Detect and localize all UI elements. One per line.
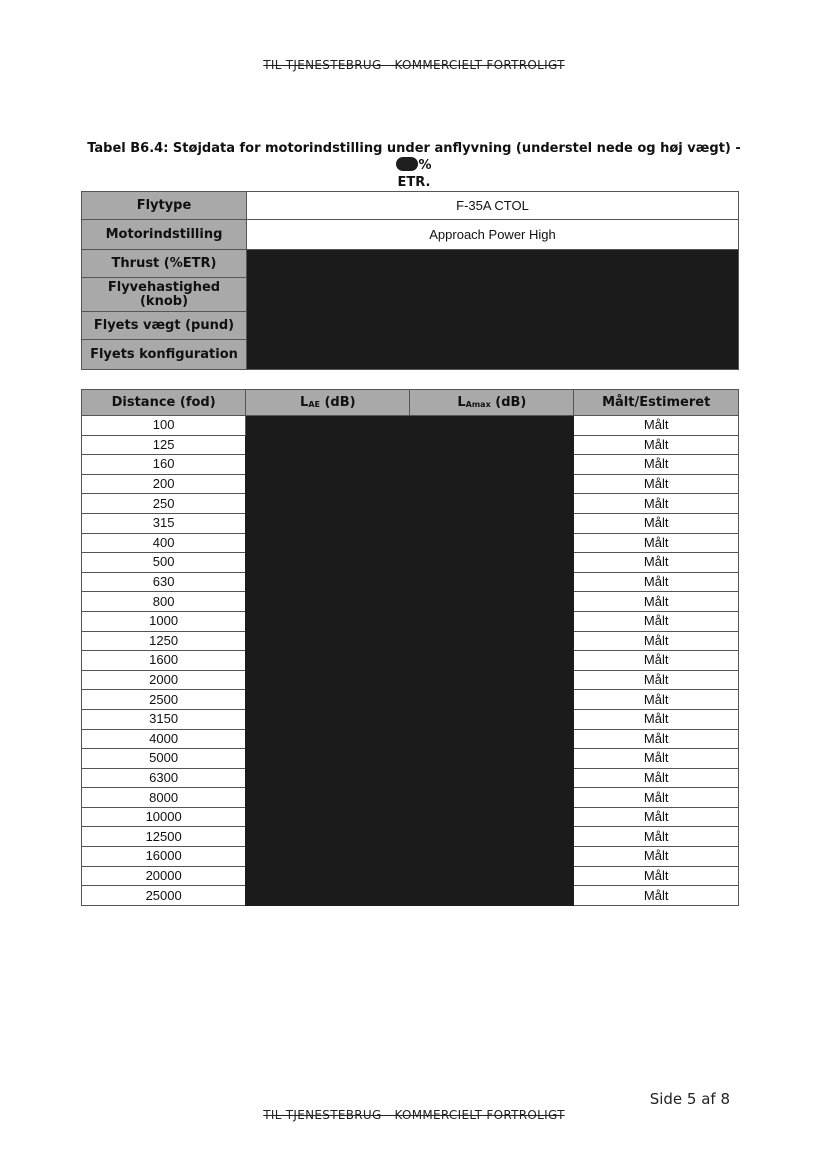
config-label: Flyets konfiguration (82, 340, 247, 370)
classification-header-text: TIL TJENESTEBRUG - KOMMERCIELT FORTROLIGT (263, 58, 565, 72)
motor-label: Motorindstilling (82, 220, 247, 250)
status-cell: Målt (574, 553, 739, 573)
aircraft-info-table (81, 191, 739, 370)
classification-footer-text: TIL TJENESTEBRUG - KOMMERCIELT FORTROLIGT (263, 1108, 565, 1122)
status-cell: Målt (574, 592, 739, 612)
status-cell: Målt (574, 847, 739, 867)
distance-cell: 5000 (82, 749, 246, 769)
status-cell: Målt (574, 670, 739, 690)
header-lamax-sub: Amax (465, 400, 491, 409)
status-cell: Målt (574, 886, 739, 906)
status-cell: Målt (574, 807, 739, 827)
distance-cell: 630 (82, 572, 246, 592)
distance-cell: 8000 (82, 788, 246, 808)
header-lae-unit: (dB) (319, 395, 356, 410)
distance-cell: 2500 (82, 690, 246, 710)
header-lae-main: L (300, 395, 309, 410)
noise-data-table (81, 389, 739, 906)
distance-cell: 12500 (82, 827, 246, 847)
header-status: Målt/Estimeret (574, 390, 739, 416)
distance-cell: 1250 (82, 631, 246, 651)
distance-cell: 4000 (82, 729, 246, 749)
status-cell: Målt (574, 494, 739, 514)
flytype-value: F-35A CTOL (247, 192, 739, 220)
status-cell: Målt (574, 651, 739, 671)
noise-table-header (82, 390, 739, 416)
distance-cell: 800 (82, 592, 246, 612)
thrust-label: Thrust (%ETR) (82, 250, 247, 278)
redaction-mark (396, 157, 418, 171)
header-distance: Distance (fod) (82, 390, 246, 416)
status-cell: Målt (574, 866, 739, 886)
table-title-part2: % (418, 158, 432, 173)
distance-cell: 100 (82, 416, 246, 436)
distance-cell: 2000 (82, 670, 246, 690)
status-cell: Målt (574, 749, 739, 769)
status-cell: Målt (574, 416, 739, 436)
status-cell: Målt (574, 709, 739, 729)
status-cell: Målt (574, 474, 739, 494)
distance-cell: 1000 (82, 611, 246, 631)
info-row-flytype (82, 192, 739, 220)
status-cell: Målt (574, 435, 739, 455)
flytype-label: Flytype (82, 192, 247, 220)
header-lamax-main: L (457, 395, 466, 410)
status-cell: Målt (574, 572, 739, 592)
distance-cell: 200 (82, 474, 246, 494)
status-cell: Målt (574, 513, 739, 533)
status-cell: Målt (574, 729, 739, 749)
status-cell: Målt (574, 533, 739, 553)
distance-cell: 315 (82, 513, 246, 533)
table-title (80, 140, 748, 191)
header-lamax (410, 390, 574, 416)
distance-cell: 6300 (82, 768, 246, 788)
status-cell: Målt (574, 690, 739, 710)
status-cell: Målt (574, 455, 739, 475)
distance-cell: 20000 (82, 866, 246, 886)
redacted-block-info (247, 250, 739, 370)
distance-cell: 16000 (82, 847, 246, 867)
distance-cell: 160 (82, 455, 246, 475)
distance-cell: 1600 (82, 651, 246, 671)
distance-cell: 250 (82, 494, 246, 514)
distance-cell: 10000 (82, 807, 246, 827)
header-lamax-unit: (dB) (490, 395, 527, 410)
header-lae-sub: AE (308, 400, 320, 409)
noise-table-body (82, 416, 739, 906)
classification-footer (0, 1108, 828, 1122)
status-cell: Målt (574, 611, 739, 631)
distance-cell: 400 (82, 533, 246, 553)
status-cell: Målt (574, 788, 739, 808)
status-cell: Målt (574, 827, 739, 847)
table-row (82, 416, 739, 436)
page-number: Side 5 af 8 (649, 1090, 730, 1108)
info-row-motor (82, 220, 739, 250)
classification-header (0, 58, 828, 72)
info-row-thrust (82, 250, 739, 278)
distance-cell: 125 (82, 435, 246, 455)
distance-cell: 500 (82, 553, 246, 573)
redacted-block-values (246, 416, 574, 906)
weight-label: Flyets vægt (pund) (82, 312, 247, 340)
speed-label: Flyvehastighed (knob) (82, 278, 247, 312)
distance-cell: 25000 (82, 886, 246, 906)
table-title-part1: Tabel B6.4: Støjdata for motorindstilling under anflyvning (understel nede og høj vægt) - (87, 141, 741, 156)
motor-value: Approach Power High (247, 220, 739, 250)
status-cell: Målt (574, 631, 739, 651)
header-lae (246, 390, 410, 416)
distance-cell: 3150 (82, 709, 246, 729)
status-cell: Målt (574, 768, 739, 788)
table-title-line2: ETR. (397, 175, 431, 190)
